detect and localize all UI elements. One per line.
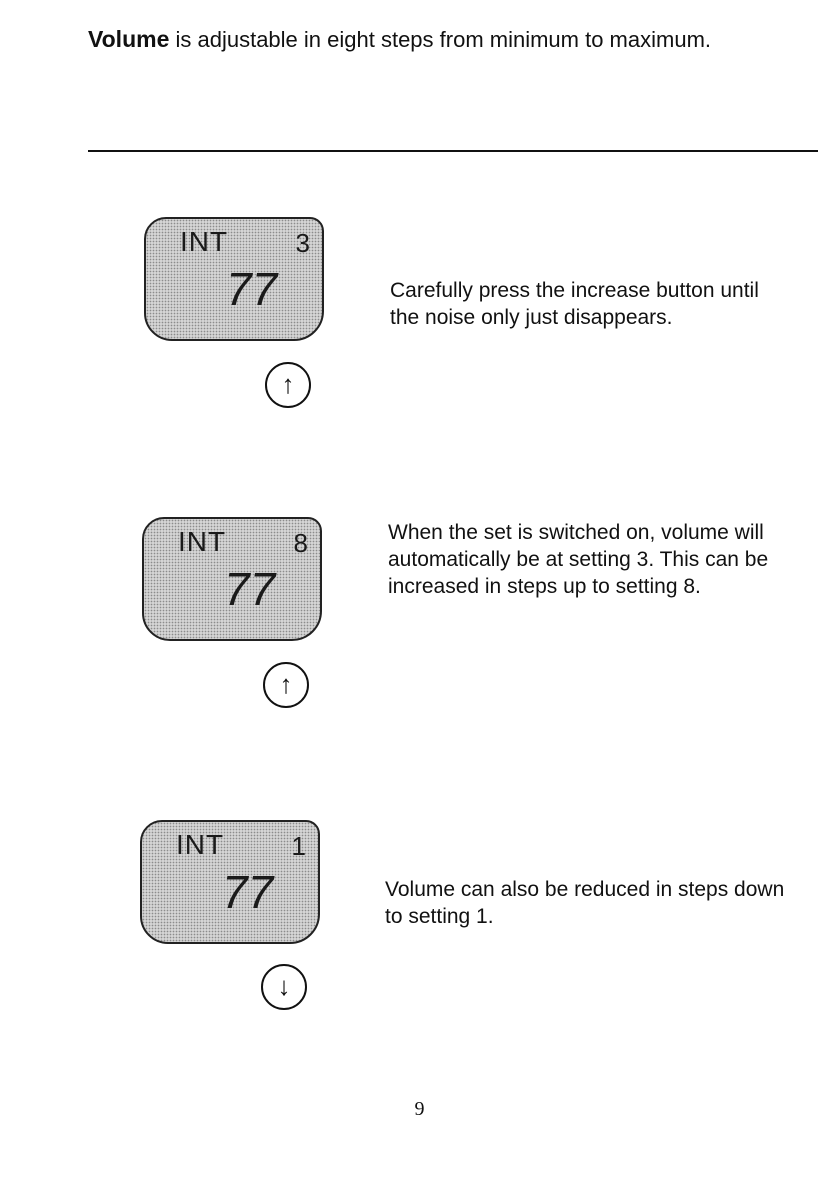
lcd-volume-level: 3	[295, 228, 310, 258]
arrow-up-icon: ↑	[263, 662, 309, 708]
page-number: 9	[414, 1098, 425, 1120]
step-description: When the set is switched on, volume will automatically be at setting 3. This can be increased in steps up to setting 8.	[388, 521, 769, 598]
lcd-display	[144, 217, 324, 341]
lcd-display	[142, 517, 322, 641]
lcd-int-label: INT	[176, 829, 225, 860]
step-increase-to-3	[0, 215, 839, 435]
step-description: Volume can also be reduced in steps down to setting 1.	[385, 878, 785, 928]
intro-bold-term: Volume	[88, 26, 170, 52]
lcd-channel-number: 77	[226, 263, 278, 315]
lcd-volume-level: 1	[291, 831, 306, 861]
lcd-int-label: INT	[180, 226, 229, 257]
intro-sentence	[88, 24, 808, 55]
lcd-int-label: INT	[178, 526, 227, 557]
step-increase-to-8	[0, 515, 839, 735]
step-description: Carefully press the increase button until the noise only just disappears.	[390, 279, 759, 329]
arrow-up-icon: ↑	[265, 362, 311, 408]
step-reduce-to-1	[0, 818, 839, 1038]
arrow-down-icon: ↓	[261, 964, 307, 1010]
lcd-display	[140, 820, 320, 944]
lcd-channel-number: 77	[222, 866, 274, 918]
lcd-channel-number: 77	[224, 563, 276, 615]
lcd-volume-level: 8	[293, 528, 308, 558]
horizontal-rule	[88, 150, 818, 152]
intro-text: is adjustable in eight steps from minimum to maximum.	[169, 27, 712, 52]
